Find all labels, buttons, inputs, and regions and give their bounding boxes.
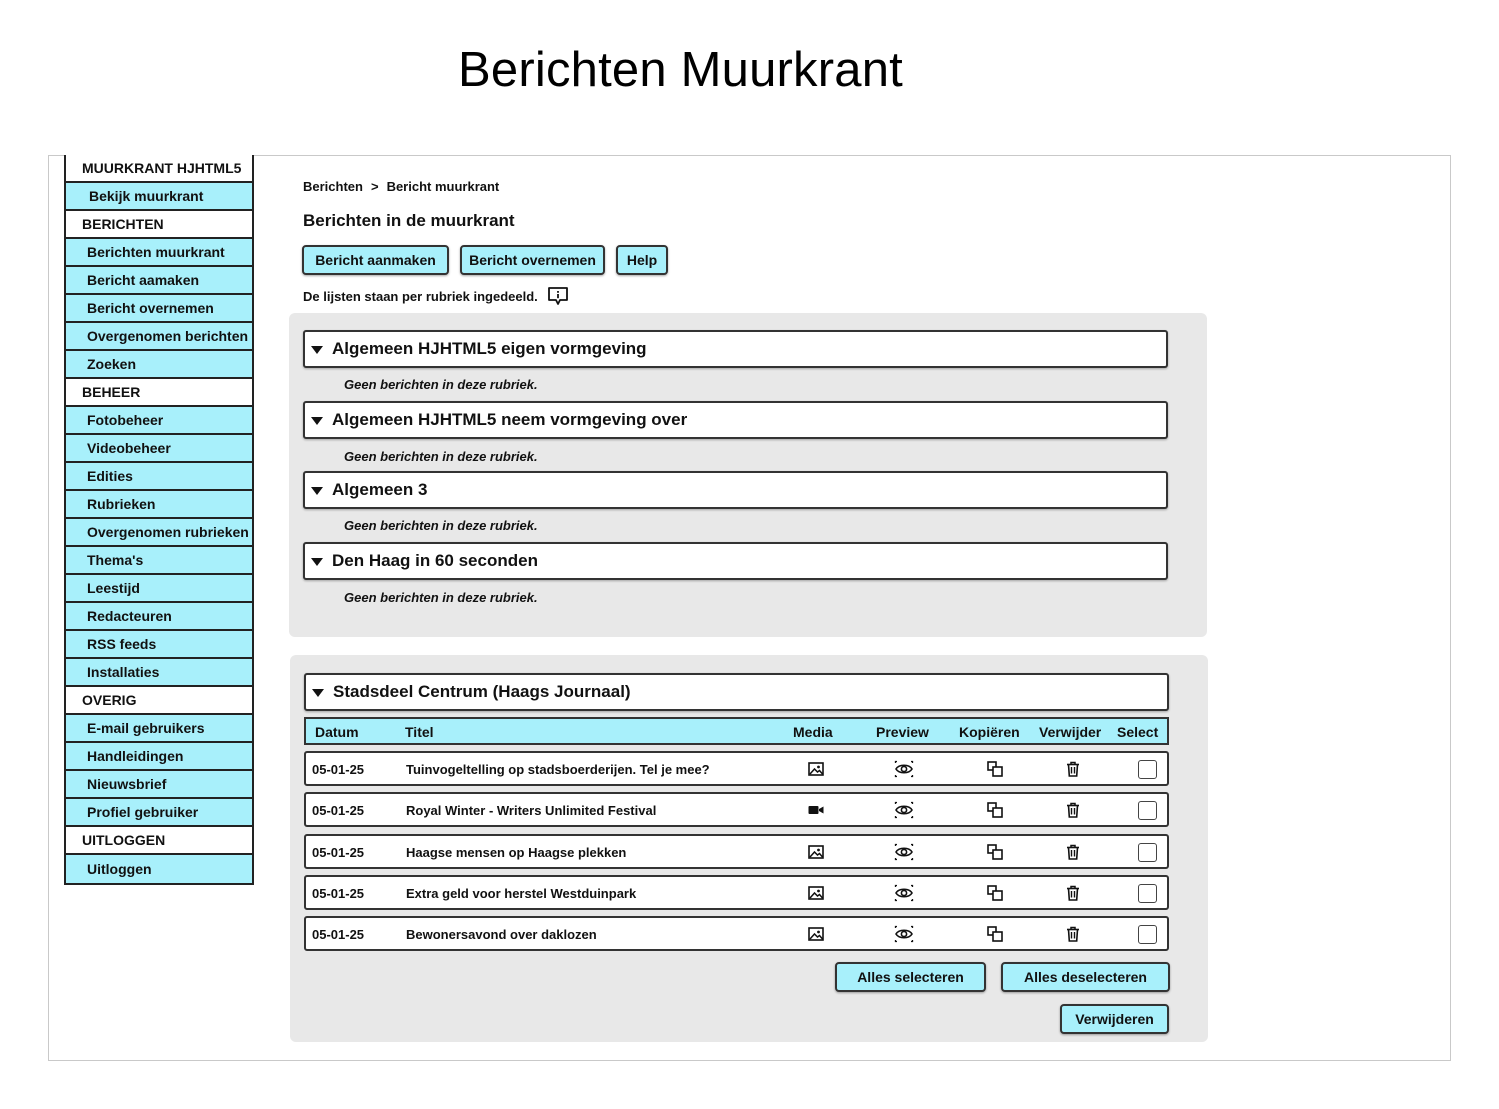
sidebar-item-bericht-overnemen[interactable]: Bericht overnemen [66,295,252,323]
sidebar-item-leestijd[interactable]: Leestijd [66,575,252,603]
breadcrumb-current: Bericht muurkrant [386,179,500,194]
sidebar-header-beheer: BEHEER [66,379,252,407]
sidebar-item-email-gebruikers[interactable]: E-mail gebruikers [66,715,252,743]
eye-preview-icon[interactable] [894,884,912,902]
rubric-empty-message: Geen berichten in deze rubriek. [344,518,538,533]
sidebar-header-uitloggen: UITLOGGEN [66,827,252,855]
eye-preview-icon[interactable] [894,760,912,778]
column-header-kopieren: Kopiëren [959,724,1020,740]
trash-icon[interactable] [1064,884,1082,902]
sidebar-item-installaties[interactable]: Installaties [66,659,252,687]
column-header-preview: Preview [876,724,929,740]
sidebar-item-overgenomen-berichten[interactable]: Overgenomen berichten [66,323,252,351]
centrum-panel [290,655,1208,1042]
video-camera-icon [807,801,825,819]
row-date: 05-01-25 [312,803,365,818]
sidebar-item-handleidingen[interactable]: Handleidingen [66,743,252,771]
row-title[interactable]: Tuinvogeltelling op stadsboerderijen. Tel je mee? [406,762,710,777]
info-text: De lijsten staan per rubriek ingedeeld. [303,288,538,304]
table-row [304,834,1169,869]
row-title[interactable]: Extra geld voor herstel Westduinpark [406,886,637,901]
caret-down-icon [311,558,323,566]
row-select-checkbox[interactable] [1138,925,1157,944]
sidebar-item-videobeheer[interactable]: Videobeheer [66,435,252,463]
rubric-empty-message: Geen berichten in deze rubriek. [344,377,538,392]
select-all-button[interactable]: Alles selecteren [835,962,986,992]
help-button[interactable]: Help [616,245,668,275]
sidebar-item-rss-feeds[interactable]: RSS feeds [66,631,252,659]
create-message-button[interactable]: Bericht aanmaken [302,245,449,275]
column-header-verwijder: Verwijder [1039,724,1102,740]
info-speech-icon[interactable] [547,286,569,306]
sidebar-item-uitloggen[interactable]: Uitloggen [66,855,252,883]
caret-down-icon [311,487,323,495]
rubric-empty-message: Geen berichten in deze rubriek. [344,449,538,464]
trash-icon[interactable] [1064,760,1082,778]
row-date: 05-01-25 [312,762,365,777]
column-header-media: Media [793,724,833,740]
table-row [304,751,1169,786]
trash-icon[interactable] [1064,843,1082,861]
table-row [304,792,1169,827]
table-row [304,916,1169,951]
image-icon [807,760,825,778]
sidebar-item-overgenomen-rubrieken[interactable]: Overgenomen rubrieken [66,519,252,547]
rubric-empty-message: Geen berichten in deze rubriek. [344,590,538,605]
sidebar-header-overig: OVERIG [66,687,252,715]
copy-icon[interactable] [986,760,1004,778]
rubric-header-centrum[interactable] [304,673,1169,711]
table-row [304,875,1169,910]
row-select-checkbox[interactable] [1138,801,1157,820]
breadcrumb [303,179,499,194]
sidebar-item-berichten-muurkrant[interactable]: Berichten muurkrant [66,239,252,267]
sidebar-item-bericht-aanmaken[interactable]: Bericht aamaken [66,267,252,295]
rubric-header[interactable] [303,401,1168,439]
sidebar-header-berichten: BERICHTEN [66,211,252,239]
copy-icon[interactable] [986,884,1004,902]
row-date: 05-01-25 [312,927,365,942]
column-header-datum[interactable]: Datum [315,724,359,740]
column-header-select: Select [1117,724,1159,740]
eye-preview-icon[interactable] [894,843,912,861]
sidebar-item-nieuwsbrief[interactable]: Nieuwsbrief [66,771,252,799]
rubric-title: Stadsdeel Centrum (Haags Journaal) [333,682,631,701]
row-title[interactable]: Bewonersavond over daklozen [406,927,597,942]
sidebar-item-bekijk-muurkrant[interactable]: Bekijk muurkrant [66,183,252,211]
delete-button[interactable]: Verwijderen [1060,1004,1169,1034]
eye-preview-icon[interactable] [894,925,912,943]
copy-icon[interactable] [986,925,1004,943]
copy-icon[interactable] [986,801,1004,819]
rubric-title: Algemeen HJHTML5 neem vormgeving over [332,410,688,429]
trash-icon[interactable] [1064,801,1082,819]
sidebar-item-redacteuren[interactable]: Redacteuren [66,603,252,631]
sidebar-item-edities[interactable]: Edities [66,463,252,491]
row-select-checkbox[interactable] [1138,843,1157,862]
rubric-header[interactable] [303,542,1168,580]
deselect-all-button[interactable]: Alles deselecteren [1001,962,1170,992]
sidebar-item-fotobeheer[interactable]: Fotobeheer [66,407,252,435]
row-date: 05-01-25 [312,886,365,901]
sidebar-item-themas[interactable]: Thema's [66,547,252,575]
rubric-title: Den Haag in 60 seconden [332,551,538,570]
row-title[interactable]: Haagse mensen op Haagse plekken [406,845,627,860]
copy-icon[interactable] [986,843,1004,861]
row-select-checkbox[interactable] [1138,760,1157,779]
row-title[interactable]: Royal Winter - Writers Unlimited Festival [406,803,657,818]
rubric-title: Algemeen HJHTML5 eigen vormgeving [332,339,647,358]
sidebar [64,155,254,885]
rubric-header[interactable] [303,471,1168,509]
image-icon [807,843,825,861]
info-line [303,286,569,306]
row-date: 05-01-25 [312,845,365,860]
breadcrumb-separator: > [370,179,379,194]
sidebar-item-rubrieken[interactable]: Rubrieken [66,491,252,519]
sidebar-item-zoeken[interactable]: Zoeken [66,351,252,379]
caret-down-icon [312,689,324,697]
image-icon [807,884,825,902]
rubric-header[interactable] [303,330,1168,368]
caret-down-icon [311,346,323,354]
eye-preview-icon[interactable] [894,801,912,819]
rubrics-panel [289,313,1207,637]
table-header [304,717,1169,745]
column-header-titel[interactable]: Titel [405,724,434,740]
rubric-title: Algemeen 3 [332,480,428,499]
trash-icon[interactable] [1064,925,1082,943]
sidebar-header-muurkrant: MUURKRANT HJHTML5 [66,155,252,183]
breadcrumb-root-link[interactable]: Berichten [303,179,363,194]
image-icon [807,925,825,943]
section-title: Berichten in de muurkrant [303,211,515,230]
caret-down-icon [311,417,323,425]
row-select-checkbox[interactable] [1138,884,1157,903]
page-heading: Berichten Muurkrant [458,43,903,97]
take-over-message-button[interactable]: Bericht overnemen [460,245,605,275]
sidebar-item-profiel-gebruiker[interactable]: Profiel gebruiker [66,799,252,827]
